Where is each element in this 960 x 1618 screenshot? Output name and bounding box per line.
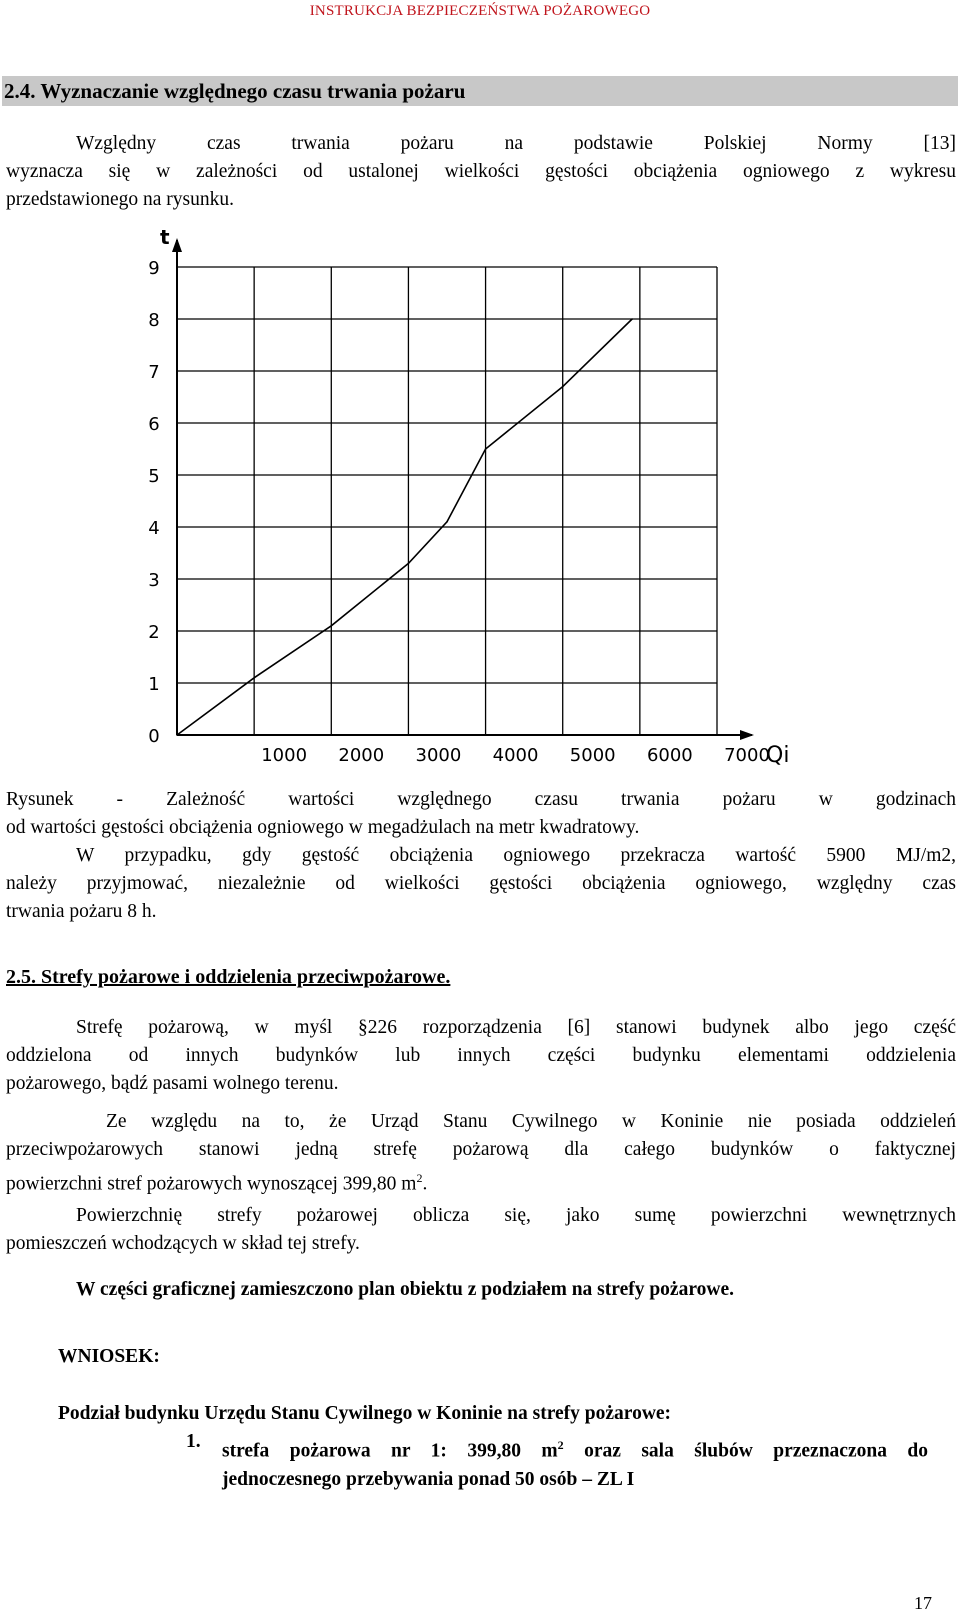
x-tick-label: 7000 bbox=[724, 745, 770, 766]
superscript: 2 bbox=[557, 1438, 564, 1452]
text-line: od wartości gęstości obciążenia ogniowego w megadżulach na metr kwadratowy. bbox=[6, 817, 640, 838]
y-tick-label: 7 bbox=[148, 362, 160, 383]
x-tick-label: 1000 bbox=[261, 745, 308, 766]
x-tick-label: 2000 bbox=[338, 745, 385, 766]
text-line: przeciwpożarowych stanowi jedną strefę pożarową dla całego budynków o faktycznej bbox=[6, 1139, 956, 1160]
running-header: INSTRUKCJA BEZPIECZEŃSTWA POŻAROWEGO bbox=[309, 3, 651, 19]
text-line: trwania pożaru 8 h. bbox=[6, 901, 157, 922]
text-line bbox=[6, 1164, 956, 1199]
text-line: oddzielona od innych budynków lub innych części budynku elementami oddzielenia bbox=[6, 1045, 956, 1066]
data-point bbox=[253, 677, 255, 679]
chart-ticks bbox=[148, 258, 770, 766]
y-tick-label: 9 bbox=[148, 258, 160, 279]
text-line: Strefę pożarową, w myśl §226 rozporządzenia [6] stanowi budynek albo jego część bbox=[76, 1017, 956, 1038]
x-axis-label: Qi bbox=[766, 743, 790, 768]
data-point bbox=[176, 734, 178, 736]
zone-definition-paragraph bbox=[6, 1014, 956, 1098]
y-axis-arrow bbox=[172, 238, 182, 252]
page-number: 17 bbox=[914, 1593, 932, 1613]
y-tick-label: 2 bbox=[148, 622, 160, 643]
zone-text: strefa pożarowa nr 1: 399,80 m bbox=[222, 1440, 558, 1462]
chart-axes bbox=[172, 238, 754, 740]
text-line bbox=[222, 1431, 928, 1466]
x-axis-arrow bbox=[740, 730, 754, 740]
x-tick-label: 4000 bbox=[492, 745, 539, 766]
x-tick-label: 5000 bbox=[569, 745, 616, 766]
y-tick-label: 5 bbox=[148, 466, 160, 487]
text-line: należy przyjmować, niezależnie od wielkości gęstości obciążenia ogniowego, względny czas bbox=[6, 873, 956, 894]
data-point bbox=[562, 386, 564, 388]
figure-caption bbox=[6, 786, 956, 842]
conclusion-heading: WNIOSEK: bbox=[58, 1346, 160, 1367]
y-tick-label: 4 bbox=[148, 518, 160, 539]
data-point bbox=[631, 318, 633, 320]
chart-grid bbox=[177, 267, 717, 735]
y-tick-label: 6 bbox=[148, 414, 160, 435]
area-text: powierzchni stref pożarowych wynoszącej 399,80 m bbox=[6, 1173, 417, 1195]
list-item bbox=[222, 1431, 928, 1494]
x-tick-label: 3000 bbox=[415, 745, 462, 766]
data-point bbox=[446, 521, 448, 523]
text-line: Względny czas trwania pożaru na podstawie Polskiej Normy [13] bbox=[76, 133, 956, 154]
text-line: pożarowego, bądź pasami wolnego terenu. bbox=[6, 1073, 339, 1094]
area-calc-paragraph bbox=[6, 1202, 956, 1258]
section-heading-bar bbox=[2, 76, 958, 106]
text-line: Rysunek - Zależność wartości względnego czasu trwania pożaru w godzinach bbox=[6, 789, 956, 810]
section-title-2-4: 2.4. Wyznaczanie względnego czasu trwania pożaru bbox=[4, 79, 466, 103]
text-line: W przypadku, gdy gęstość obciążenia ogniowego przekracza wartość 5900 MJ/m2, bbox=[76, 845, 956, 866]
list-number: 1. bbox=[186, 1431, 201, 1452]
y-tick-label: 1 bbox=[148, 674, 160, 695]
data-point bbox=[330, 625, 332, 627]
fire-duration-chart bbox=[140, 230, 820, 780]
data-point bbox=[408, 563, 410, 565]
intro-paragraph bbox=[6, 130, 956, 214]
x-tick-label: 6000 bbox=[646, 745, 693, 766]
text-line: pomieszczeń wchodzących w skład tej strefy. bbox=[6, 1233, 360, 1254]
text-line: jednoczesnego przebywania ponad 50 osób – ZL I bbox=[222, 1468, 635, 1490]
case-paragraph bbox=[6, 842, 956, 926]
graphic-part-note: W części graficznej zamieszczono plan obiektu z podziałem na strefy pożarowe. bbox=[76, 1279, 735, 1300]
text-line: przedstawionego na rysunku. bbox=[6, 189, 234, 210]
y-axis-label: t bbox=[160, 230, 170, 249]
data-point bbox=[485, 448, 487, 450]
period: . bbox=[422, 1173, 428, 1195]
y-tick-label: 0 bbox=[148, 726, 160, 747]
section-title-2-5: 2.5. Strefy pożarowe i oddzielenia przeciwpożarowe. bbox=[6, 966, 451, 988]
text-line: Ze względu na to, że Urząd Stanu Cywilnego w Koninie nie posiada oddzieleń bbox=[106, 1111, 956, 1132]
conclusion-subtitle: Podział budynku Urzędu Stanu Cywilnego w Koninie na strefy pożarowe: bbox=[58, 1403, 672, 1424]
zone-area-paragraph bbox=[6, 1108, 956, 1199]
text-line: Powierzchnię strefy pożarowej oblicza się, jako sumę powierzchni wewnętrznych bbox=[76, 1205, 956, 1226]
zone-text-rest: oraz sala ślubów przeznaczona do bbox=[563, 1440, 928, 1462]
superscript: 2 bbox=[416, 1171, 423, 1185]
text-line: wyznacza się w zależności od ustalonej wielkości gęstości obciążenia ogniowego z wykresu bbox=[6, 161, 956, 182]
y-tick-label: 8 bbox=[148, 310, 160, 331]
y-tick-label: 3 bbox=[148, 570, 160, 591]
